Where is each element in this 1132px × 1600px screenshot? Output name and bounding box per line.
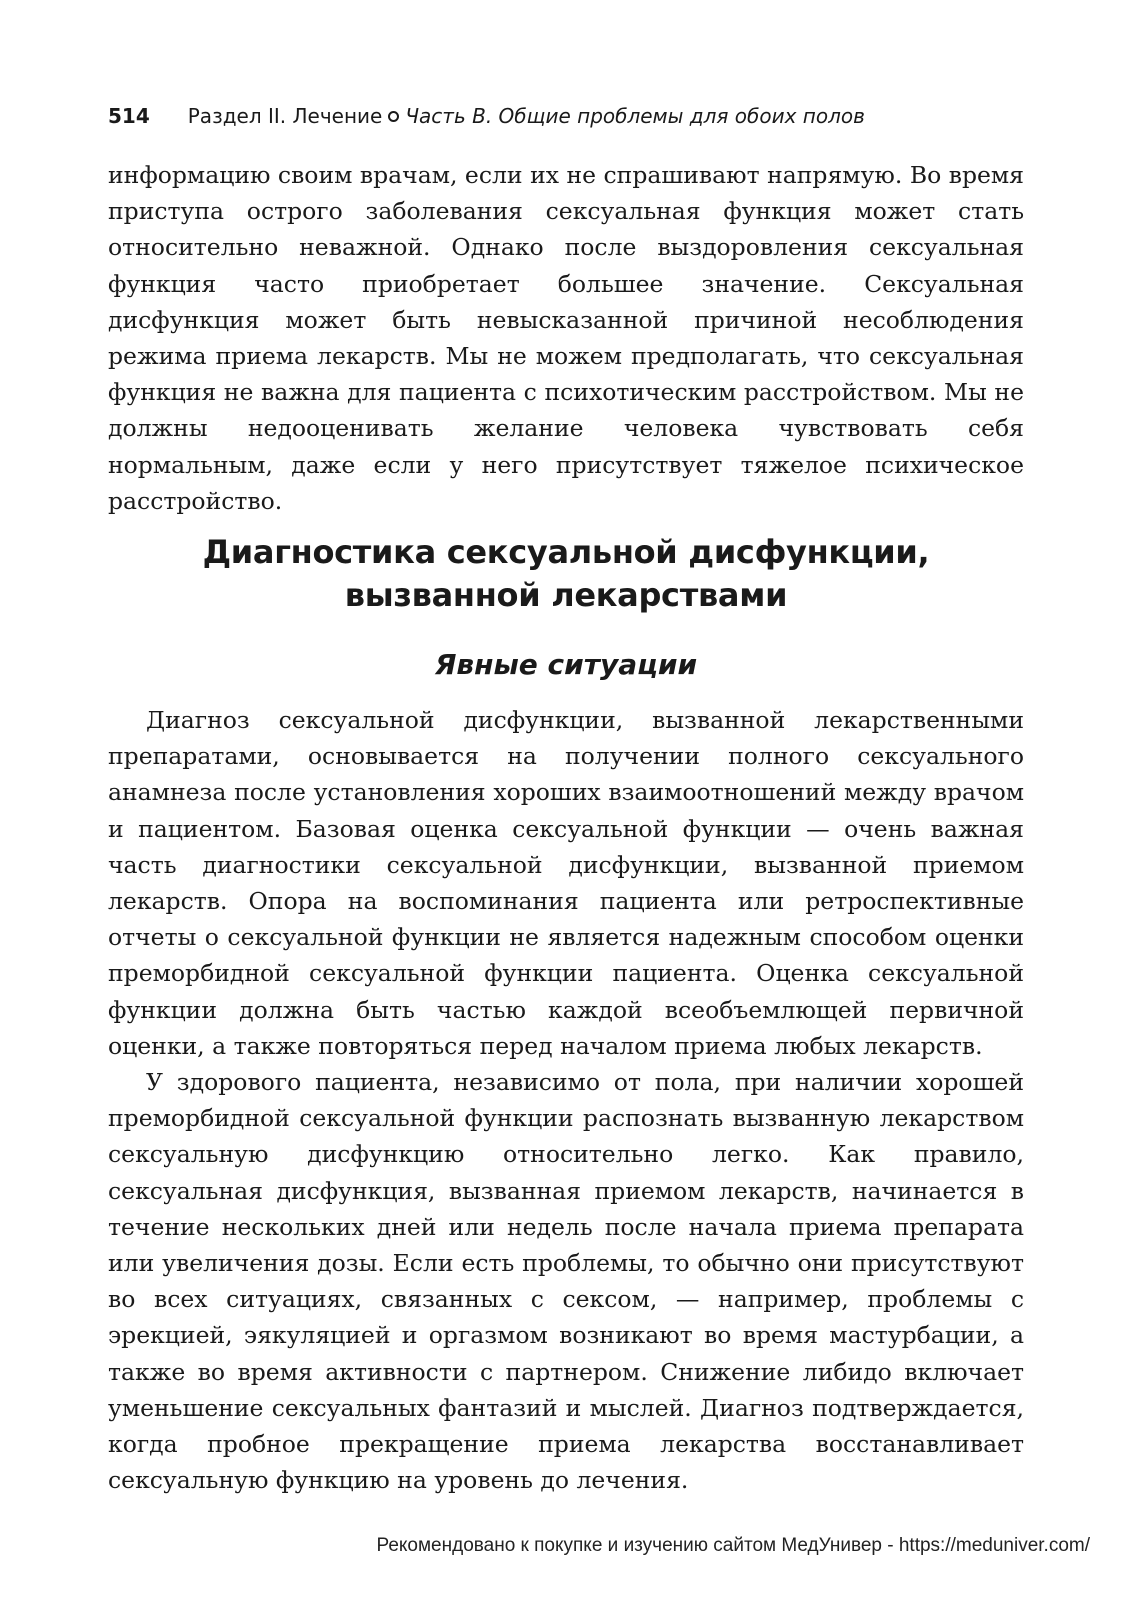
footer-watermark: Рекомендовано к покупке и изучению сайтом МедУнивер - https://meduniver.com/ — [376, 1535, 1090, 1556]
body-paragraph-2: У здорового пациента, независимо от пола, при наличии хорошей преморбидной сексуальной функции распознать вызванную лекарством сексуальную дисфункцию относительно легко. Как правило, сексуальная дисфункция, вызванная приемом лекарств, начинается в течение нескольких дней или недель после начала приема препарата или увеличения дозы. Если есть проблемы, то обычно они присутствуют во всех ситуациях, связанных с сексом, — например, проблемы с эрекцией, эякуляцией и оргазмом возникают во время мастурбации, а также во время активности с партнером. Снижение либидо включает уменьшение сексуальных фантазий и мыслей. Диагноз подтверждается, когда пробное прекращение приема лекарства восстанавливает сексуальную функцию на уровень до лечения. — [108, 1068, 1024, 1495]
section-heading-line-2: вызванной лекарствами — [344, 576, 788, 614]
header-part-title: Часть В. Общие проблемы для обоих полов — [405, 104, 865, 128]
intro-text — [108, 157, 1024, 519]
book-page — [108, 0, 1024, 1600]
body-paragraph-1: Диагноз сексуальной дисфункции, вызванной лекарственными препаратами, основывается на получении полного сексуального анамнеза после установления хороших взаимоотношений между врачом и пациентом. Базовая оценка сексуальной функции — очень важная часть диагностики сексуальной дисфункции, вызванной приемом лекарств. Опора на воспоминания пациента или ретроспективные отчеты о сексуальной функции не является надежным способом оценки преморбидной сексуальной функции пациента. Оценка сексуальной функции должна быть частью каждой всеобъемлющей первичной оценки, а также повторяться перед началом приема любых лекарств. — [108, 706, 1024, 1060]
section-heading-line-1: Диагностика сексуальной дисфункции, — [202, 533, 930, 571]
header-section-title: Раздел II. Лечение — [187, 104, 383, 128]
running-header — [108, 103, 1024, 129]
section-heading — [108, 531, 1024, 617]
section-body — [108, 702, 1024, 1498]
subsection-heading: Явные ситуации — [434, 648, 698, 681]
page-number: 514 — [108, 104, 150, 128]
separator-bullet-icon — [388, 111, 399, 122]
intro-paragraph: информацию своим врачам, если их не спрашивают напрямую. Во время приступа острого заболевания сексуальная функция может стать относительно неважной. Однако после выздоровления сексуальная функция часто приобретает большее значение. Сексуальная дисфункция может быть невысказанной причиной несоблюдения режима приема лекарств. Мы не можем предполагать, что сексуальная функция не важна для пациента с психотическим расстройством. Мы не должны недооценивать желание человека чувствовать себя нормальным, даже если у него присутствует тяжелое психическое расстройство. — [108, 161, 1024, 515]
